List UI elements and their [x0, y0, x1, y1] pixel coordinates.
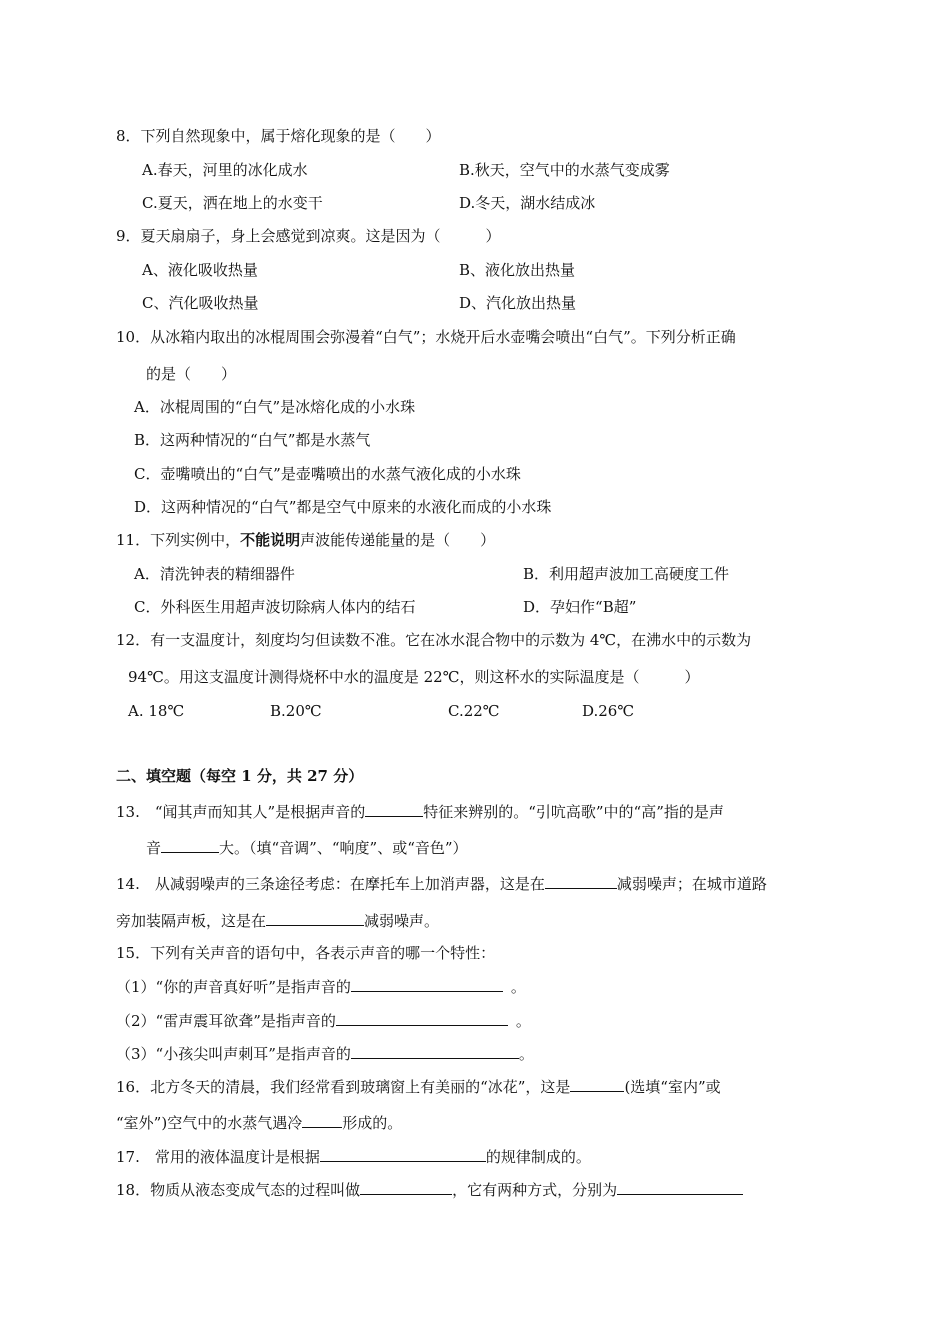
q13-line1	[116, 801, 724, 822]
q12-stem-line1: 12．有一支温度计，刻度均匀但读数不准。它在冰水混合物中的示数为 4℃，在沸水中的示数为	[116, 631, 752, 649]
q15-answer-blank-1[interactable]	[351, 976, 503, 992]
q14-answer-blank-2[interactable]	[266, 910, 364, 926]
q9-option-c: C、汽化吸收热量	[142, 294, 259, 312]
q13-text-1: 13. “闻其声而知其人”是根据声音的	[116, 803, 366, 821]
q13-text-2: 特征来辨别的。“引吭高歌”中的“高”指的是声	[423, 803, 724, 821]
q11-stem	[116, 530, 495, 550]
q14-line2	[116, 910, 439, 931]
q10-stem-line2: 的是（ ）	[146, 365, 237, 383]
q14-text-4: 减弱噪声。	[364, 912, 440, 930]
q11-stem-post: 声波能传递能量的是（ ）	[300, 531, 496, 549]
q18-text-2: ，它有两种方式，分别为	[452, 1181, 618, 1199]
q9-option-d: D、汽化放出热量	[459, 294, 577, 312]
q13-answer-blank-2[interactable]	[161, 837, 219, 853]
q15-sub-1-end: 。	[510, 978, 526, 996]
q10-option-a: A．冰棍周围的“白气”是冰熔化成的小水珠	[134, 398, 416, 416]
q12-option-b: B.20℃	[270, 702, 322, 720]
q12-option-c: C.22℃	[448, 702, 500, 720]
q8-option-d: D.冬天，湖水结成冰	[459, 194, 596, 212]
q15-sub-2-text: （2）“雷声震耳欲聋”是指声音的	[116, 1012, 336, 1030]
q16-text-4: 形成的。	[342, 1114, 403, 1132]
q17-text-2: 的规律制成的。	[485, 1148, 591, 1166]
q18-answer-blank-2[interactable]	[617, 1179, 743, 1195]
q16-text-1: 16．北方冬天的清晨，我们经常看到玻璃窗上有美丽的“冰花”，这是	[116, 1078, 571, 1096]
q11-option-a: A．清洗钟表的精细器件	[134, 565, 295, 583]
q10-option-c: C．壶嘴喷出的“白气”是壶嘴喷出的水蒸气液化成的小水珠	[134, 465, 521, 483]
q8-stem: 8．下列自然现象中，属于熔化现象的是（ ）	[116, 127, 441, 145]
q11-stem-emphasis: 不能说明	[240, 531, 301, 549]
q15-sub-1	[116, 976, 526, 997]
q16-line1	[116, 1076, 721, 1097]
q11-stem-pre: 11．下列实例中，	[116, 531, 241, 549]
q17-line1	[116, 1146, 591, 1167]
q16-answer-blank-2[interactable]	[302, 1112, 342, 1128]
q17-answer-blank[interactable]	[320, 1146, 486, 1162]
q10-stem-line1: 10．从冰箱内取出的冰棍周围会弥漫着“白气”；水烧开后水壶嘴会喷出“白气”。下列分析正确	[116, 328, 736, 346]
q14-text-3: 旁加装隔声板，这是在	[116, 912, 267, 930]
q15-stem: 15．下列有关声音的语句中，各表示声音的哪一个特性：	[116, 944, 496, 962]
q13-text-3: 音	[146, 839, 162, 857]
q16-text-2: (选填“室内”或	[624, 1078, 721, 1096]
q15-sub-1-text: （1）“你的声音真好听”是指声音的	[116, 978, 351, 996]
q15-answer-blank-2[interactable]	[336, 1010, 508, 1026]
q15-sub-2	[116, 1010, 531, 1031]
q13-line2	[146, 837, 468, 858]
q9-option-a: A、液化吸收热量	[142, 261, 258, 279]
q11-option-c: C．外科医生用超声波切除病人体内的结石	[134, 598, 416, 616]
q14-answer-blank-1[interactable]	[545, 873, 617, 889]
q18-line1	[116, 1179, 743, 1200]
q11-option-b: B．利用超声波加工高硬度工件	[523, 565, 730, 583]
q15-sub-3-text: （3）“小孩尖叫声刺耳”是指声音的	[116, 1045, 351, 1063]
q17-text-1: 17. 常用的液体温度计是根据	[116, 1148, 320, 1166]
q15-sub-3	[116, 1043, 534, 1064]
q16-answer-blank-1[interactable]	[570, 1076, 624, 1092]
q8-option-a: A.春天，河里的冰化成水	[142, 161, 308, 179]
q10-option-d: D．这两种情况的“白气”都是空气中原来的水液化而成的小水珠	[134, 498, 552, 516]
q15-sub-3-end: 。	[518, 1045, 534, 1063]
q8-option-b: B.秋天，空气中的水蒸气变成雾	[459, 161, 670, 179]
q10-option-b: B．这两种情况的“白气”都是水蒸气	[134, 431, 371, 449]
q18-answer-blank-1[interactable]	[360, 1179, 452, 1195]
q12-option-d: D.26℃	[582, 702, 635, 720]
q12-option-a: A. 18℃	[128, 702, 185, 720]
q15-answer-blank-3[interactable]	[351, 1043, 519, 1059]
q14-text-1: 14. 从减弱噪声的三条途径考虑：在摩托车上加消声器，这是在	[116, 875, 545, 893]
q14-line1	[116, 873, 767, 894]
q8-option-c: C.夏天，洒在地上的水变干	[142, 194, 323, 212]
q13-text-4: 大。（填“音调”、“响度”、或“音色”）	[219, 839, 468, 857]
q15-sub-2-end: 。	[515, 1012, 531, 1030]
q14-text-2: 减弱噪声；在城市道路	[616, 875, 767, 893]
q12-stem-line2: 94℃。用这支温度计测得烧杯中水的温度是 22℃，则这杯水的实际温度是（ ）	[128, 668, 700, 686]
q11-option-d: D．孕妇作“B超”	[523, 598, 637, 616]
q16-line2	[116, 1112, 402, 1133]
q9-stem: 9．夏天扇扇子，身上会感觉到凉爽。这是因为（ ）	[116, 227, 501, 245]
section-heading-fill-in: 二、填空题（每空 1 分，共 27 分）	[116, 767, 364, 785]
q18-text-1: 18．物质从液态变成气态的过程叫做	[116, 1181, 361, 1199]
q9-option-b: B、液化放出热量	[459, 261, 576, 279]
q13-answer-blank-1[interactable]	[365, 801, 423, 817]
q16-text-3: “室外”)空气中的水蒸气遇冷	[116, 1114, 303, 1132]
